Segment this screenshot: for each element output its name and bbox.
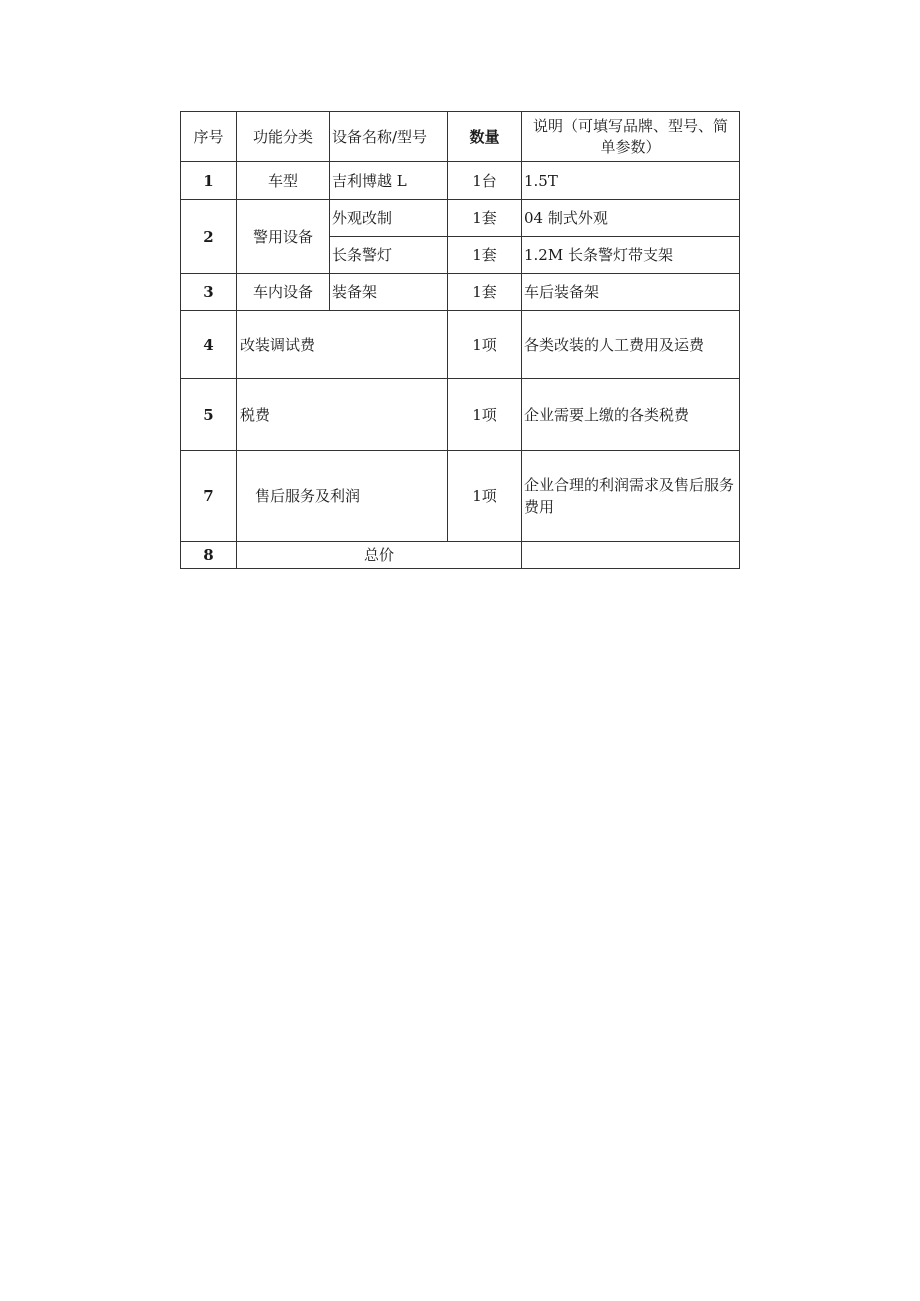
row-category: 警用设备 xyxy=(237,200,330,274)
table-row xyxy=(181,451,740,542)
row-description: 企业需要上缴的各类税费 xyxy=(522,379,740,451)
row-category: 车内设备 xyxy=(237,274,330,311)
row-quantity: 1项 xyxy=(448,379,522,451)
row-seq: 5 xyxy=(181,379,237,451)
total-row xyxy=(181,542,740,569)
total-label: 总价 xyxy=(237,542,522,569)
header-equipment: 设备名称/型号 xyxy=(330,112,448,162)
table-row xyxy=(181,274,740,311)
header-quantity: 数量 xyxy=(448,112,522,162)
row-quantity: 1套 xyxy=(448,237,522,274)
row-item: 税费 xyxy=(237,379,448,451)
quotation-table xyxy=(180,111,740,569)
row-quantity: 1套 xyxy=(448,274,522,311)
row-seq: 1 xyxy=(181,162,237,200)
row-description: 1.2M 长条警灯带支架 xyxy=(522,237,740,274)
row-item: 改装调试费 xyxy=(237,311,448,379)
row-seq: 8 xyxy=(181,542,237,569)
row-quantity: 1台 xyxy=(448,162,522,200)
row-description: 1.5T xyxy=(522,162,740,200)
header-seq: 序号 xyxy=(181,112,237,162)
row-description: 各类改装的人工费用及运费 xyxy=(522,311,740,379)
row-seq: 2 xyxy=(181,200,237,274)
row-description: 04 制式外观 xyxy=(522,200,740,237)
table-row xyxy=(181,200,740,237)
header-row xyxy=(181,112,740,162)
row-item: 售后服务及利润 xyxy=(237,451,448,542)
table-row xyxy=(181,311,740,379)
row-equipment: 装备架 xyxy=(330,274,448,311)
row-description: 车后装备架 xyxy=(522,274,740,311)
row-quantity: 1项 xyxy=(448,451,522,542)
row-equipment: 吉利博越 L xyxy=(330,162,448,200)
row-seq: 4 xyxy=(181,311,237,379)
row-seq: 7 xyxy=(181,451,237,542)
row-description: 企业合理的利润需求及售后服务费用 xyxy=(522,451,740,542)
table-row xyxy=(181,379,740,451)
row-seq: 3 xyxy=(181,274,237,311)
row-equipment: 外观改制 xyxy=(330,200,448,237)
total-value xyxy=(522,542,740,569)
header-category: 功能分类 xyxy=(237,112,330,162)
header-description: 说明（可填写品牌、型号、简单参数） xyxy=(522,112,740,162)
row-category: 车型 xyxy=(237,162,330,200)
row-quantity: 1套 xyxy=(448,200,522,237)
table-row xyxy=(181,162,740,200)
row-equipment: 长条警灯 xyxy=(330,237,448,274)
row-quantity: 1项 xyxy=(448,311,522,379)
